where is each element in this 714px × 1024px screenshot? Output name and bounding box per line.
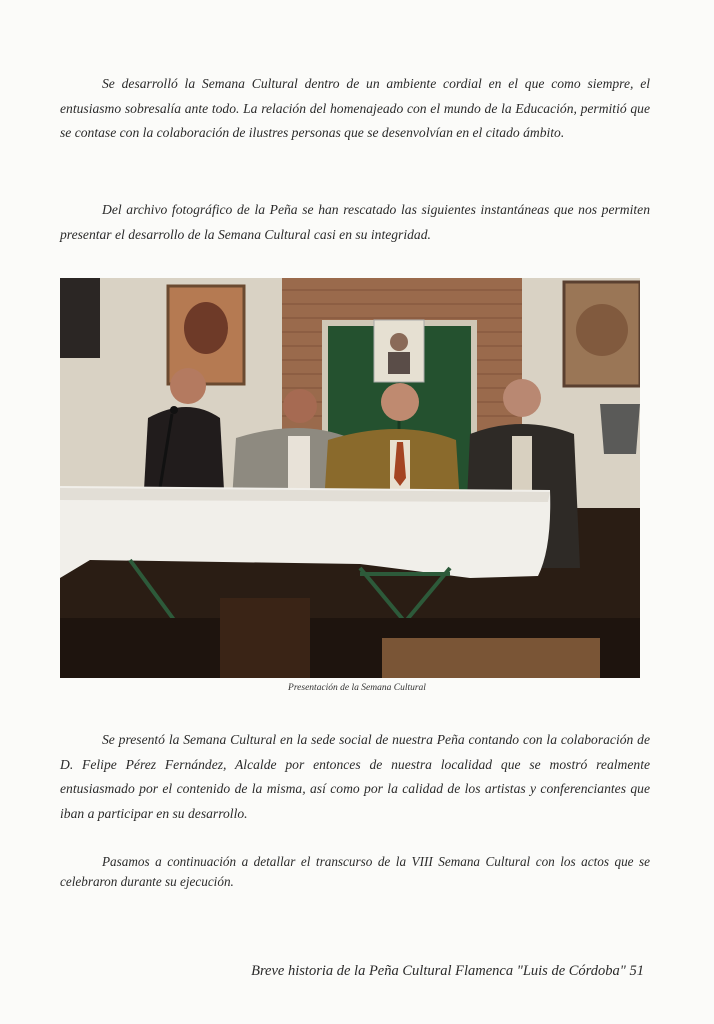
paragraph-continuation: Pasamos a continuación a detallar el transcurso de la VIII Semana Cultural con los actos que se celebraron durante su ejecución. — [60, 854, 650, 889]
event-photo — [60, 278, 640, 678]
paragraph-intro: Se desarrolló la Semana Cultural dentro de un ambiente cordial en el que como siempre, el entusiasmo sobresalía ante todo. La relación del homenajeado con el mundo de la Educación, permitió que se contase con la colaboración de ilustres personas que se desenvolvían en el citado ámbito. — [60, 76, 650, 140]
page-footer: Breve historia de la Peña Cultural Flamenca "Luis de Córdoba" 51 — [251, 963, 644, 979]
photo-caption: Presentación de la Semana Cultural — [288, 683, 426, 693]
paragraph-presentation: Se presentó la Semana Cultural en la sede social de nuestra Peña contando con la colaboración de D. Felipe Pérez Fernández, Alcalde por entonces de nuestra localidad que se mostró realmente entusiasmado por el contenido de la misma, así como por la calidad de los artistas y conferenciantes que iban a participar en su desarrollo. — [60, 732, 650, 821]
paragraph-archive: Del archivo fotográfico de la Peña se han rescatado las siguientes instantáneas que nos permiten presentar el desarrollo de la Semana Cultural casi en su integridad. — [60, 202, 650, 242]
